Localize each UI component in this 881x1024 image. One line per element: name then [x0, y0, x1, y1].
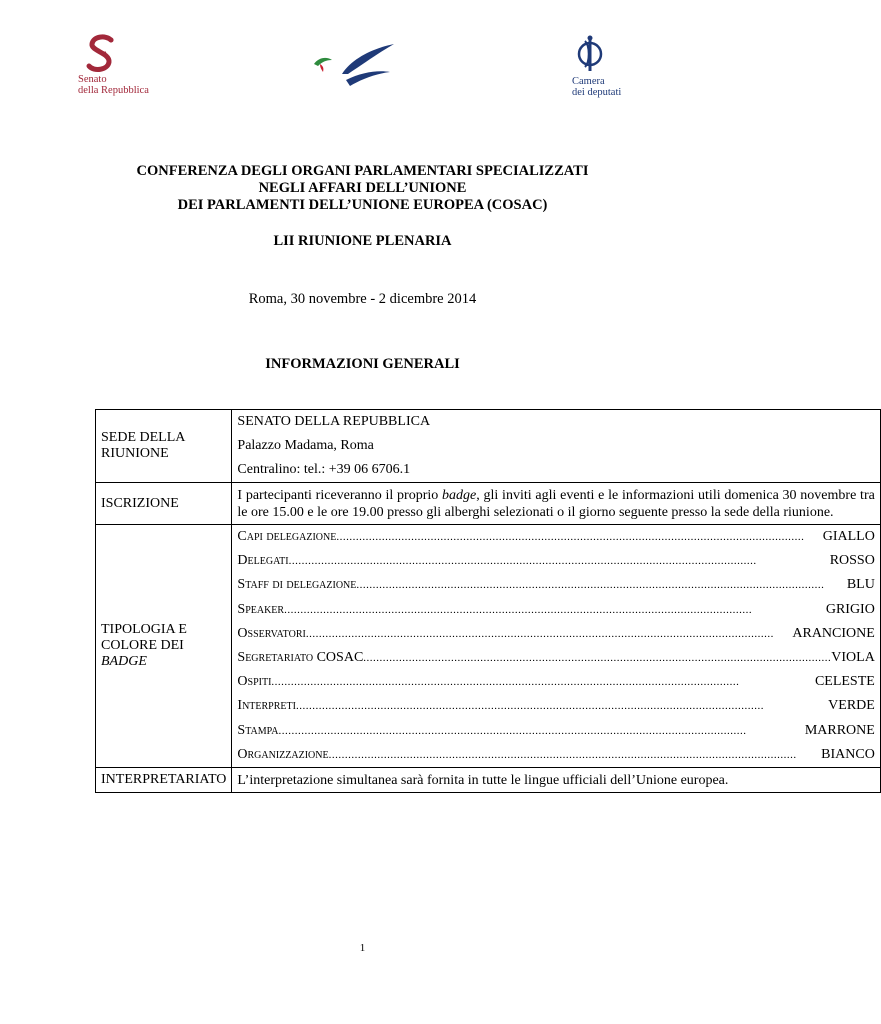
badge-role: Staff di delegazione	[237, 577, 357, 593]
list-item	[237, 525, 874, 549]
camera-emblem-icon	[576, 34, 604, 74]
info-table	[95, 409, 881, 793]
camera-logo-line1: Camera	[572, 76, 605, 87]
iscrizione-text-2: , gli inviti agli eventi e le informazioni utili domenica 30 novembre tra le ore 15.00 e le ore 19.00 presso gli alberghi selezionati o il giorno seguente presso la sede della riunione.	[237, 488, 875, 520]
table-row-interpretariato	[96, 767, 881, 792]
badge-color: VERDE	[828, 698, 875, 714]
badge-role: Capi delegazione	[237, 529, 337, 544]
badge-role: Ospiti	[237, 674, 272, 690]
document-title	[0, 163, 725, 214]
badge-color: VIOLA	[831, 649, 875, 665]
list-item	[237, 549, 874, 573]
iscrizione-value	[232, 483, 880, 525]
badge-label-italic: BADGE	[101, 653, 147, 669]
badge-role: Speaker	[237, 601, 285, 617]
badge-label	[96, 525, 232, 768]
badge-color: BIANCO	[821, 746, 875, 762]
badge-role: Stampa	[237, 722, 279, 738]
interpretariato-text: L’interpretazione simultanea sarà fornita in tutte le lingue ufficiali dell’Unione europea.	[237, 772, 729, 788]
list-item	[237, 719, 874, 743]
interpretariato-value	[232, 767, 880, 792]
sede-line-2: Palazzo Madama, Roma	[237, 438, 374, 453]
list-item	[237, 573, 874, 597]
senato-logo	[78, 34, 168, 96]
senato-logo-line2: della Repubblica	[78, 85, 149, 96]
list-item	[237, 646, 874, 670]
list-item	[237, 622, 874, 646]
sede-label: SEDE DELLA RIUNIONE	[96, 410, 232, 483]
badge-role: Osservatori	[237, 625, 306, 641]
badge-color: CELESTE	[814, 674, 875, 690]
sede-value	[232, 410, 880, 483]
eu-presidency-bird-icon	[308, 42, 400, 90]
leader-dots	[296, 694, 828, 718]
sede-line-1: SENATO DELLA REPUBBLICA	[237, 414, 431, 429]
badge-role: Segretariato	[237, 649, 314, 665]
table-row-iscrizione	[96, 483, 881, 525]
badge-color: GRIGIO	[825, 601, 875, 617]
leader-dots	[289, 549, 830, 573]
title-line-3: DEI PARLAMENTI DELL’UNIONE EUROPEA (COSAC)	[177, 197, 548, 213]
senato-logo-line1: Senato	[78, 74, 107, 85]
camera-logo-line2: dei deputati	[572, 87, 622, 98]
leader-dots	[329, 743, 822, 767]
table-row-badge	[96, 525, 881, 768]
leader-dots	[363, 646, 831, 670]
iscrizione-label: ISCRIZIONE	[96, 483, 232, 525]
badge-role-suffix: COSAC	[313, 649, 364, 665]
badge-color: ROSSO	[829, 553, 875, 569]
page-number: 1	[359, 942, 366, 954]
leader-dots	[271, 670, 815, 694]
title-line-2: NEGLI AFFARI DELL’UNIONE	[258, 180, 467, 196]
senato-s-icon	[84, 34, 120, 74]
leader-dots	[278, 719, 804, 743]
place-date: Roma, 30 novembre - 2 dicembre 2014	[248, 291, 477, 307]
list-item	[237, 743, 874, 767]
table-row-sede	[96, 410, 881, 483]
badge-role: Delegati	[237, 553, 289, 569]
iscrizione-text-1: I partecipanti riceveranno il proprio	[237, 488, 443, 503]
sede-line-3: Centralino: tel.: +39 06 6706.1	[237, 462, 411, 477]
badge-color: BLU	[846, 577, 875, 593]
interpretariato-label: INTERPRETARIATO	[96, 767, 232, 792]
list-item	[237, 694, 874, 718]
leader-dots	[306, 622, 793, 646]
iscrizione-text-badge: badge	[442, 488, 477, 503]
badge-color: GIALLO	[822, 529, 875, 544]
camera-logo	[572, 34, 638, 98]
badge-color: MARRONE	[804, 722, 875, 738]
leader-dots	[356, 573, 846, 597]
eu-presidency-logo	[308, 42, 400, 90]
document-subtitle: LII RIUNIONE PLENARIA	[273, 233, 452, 249]
leader-dots	[336, 525, 822, 549]
section-title: INFORMAZIONI GENERALI	[265, 356, 460, 372]
list-item	[237, 598, 874, 622]
title-line-1: CONFERENZA DEGLI ORGANI PARLAMENTARI SPECIALIZZATI	[136, 163, 589, 179]
badge-label-line-1: TIPOLOGIA E	[101, 621, 187, 637]
badge-label-line-2: COLORE DEI	[101, 637, 184, 653]
leader-dots	[284, 598, 826, 622]
badge-color: ARANCIONE	[792, 625, 875, 641]
badge-role: Interpreti	[237, 698, 296, 714]
badge-role: Organizzazione	[237, 746, 329, 762]
badge-list	[232, 525, 880, 768]
list-item	[237, 670, 874, 694]
